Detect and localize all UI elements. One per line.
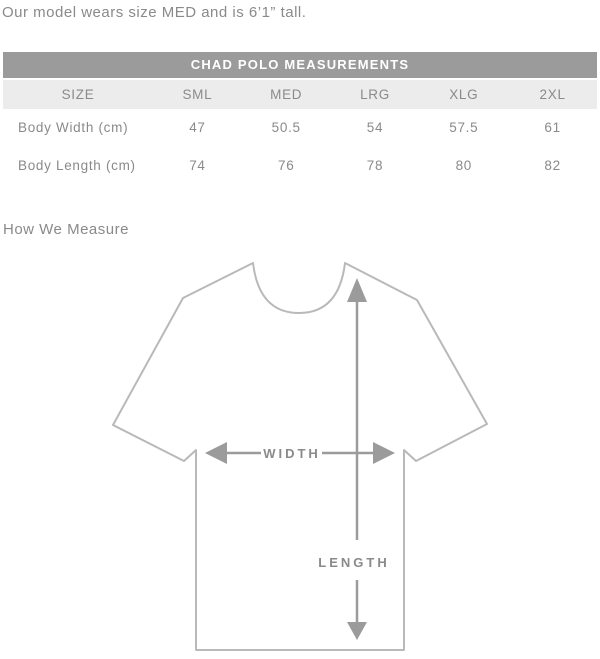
column-header-med: MED bbox=[270, 87, 303, 102]
table-cell: 82 bbox=[544, 158, 561, 173]
arrow-down-icon bbox=[347, 622, 367, 640]
table-cell: 50.5 bbox=[271, 120, 301, 135]
arrow-left-icon bbox=[205, 442, 227, 464]
table-cell: 74 bbox=[189, 158, 206, 173]
table-cell: 57.5 bbox=[449, 120, 479, 135]
width-label: WIDTH bbox=[263, 446, 321, 461]
arrow-right-icon bbox=[373, 442, 395, 464]
size-chart-table bbox=[3, 52, 597, 185]
model-size-note: Our model wears size MED and is 6’1” tall. bbox=[2, 4, 307, 21]
table-cell: 61 bbox=[544, 120, 561, 135]
table-row-body-length bbox=[3, 147, 597, 185]
arrow-up-icon bbox=[347, 278, 367, 302]
column-header-size: SIZE bbox=[61, 87, 95, 102]
table-cell: 76 bbox=[277, 158, 295, 173]
table-header-row bbox=[3, 80, 597, 109]
table-cell: 54 bbox=[366, 120, 384, 135]
how-we-measure-heading: How We Measure bbox=[3, 221, 129, 238]
table-cell: 80 bbox=[455, 158, 472, 173]
column-header-xlg: XLG bbox=[449, 87, 479, 102]
row-label: Body Length (cm) bbox=[18, 158, 136, 173]
table-cell: 78 bbox=[366, 158, 384, 173]
column-header-sml: SML bbox=[182, 87, 213, 102]
length-label: LENGTH bbox=[318, 555, 390, 570]
table-row-body-width bbox=[3, 109, 597, 147]
tshirt-measurement-diagram bbox=[0, 258, 600, 659]
column-header-lrg: LRG bbox=[360, 87, 390, 102]
table-title: CHAD POLO MEASUREMENTS bbox=[3, 52, 597, 78]
row-label: Body Width (cm) bbox=[18, 120, 129, 135]
column-header-2xl: 2XL bbox=[539, 87, 566, 102]
width-arrow bbox=[205, 442, 395, 464]
table-cell: 47 bbox=[189, 120, 206, 135]
